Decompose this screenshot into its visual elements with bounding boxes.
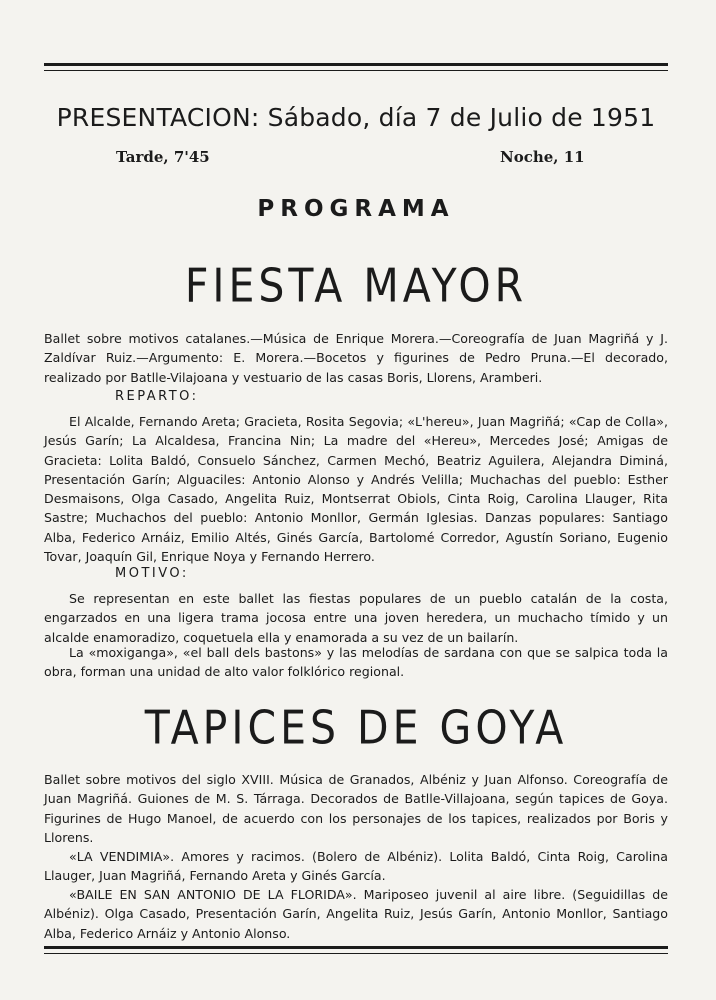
motivo-paragraph-2: La «moxiganga», «el ball dels bastons» y las melodías de sardana con que se salpica toda la obra, forman una unidad de alto valor folklórico regional. [44, 645, 668, 680]
tapices-description: Ballet sobre motivos del siglo XVIII. Música de Granados, Albéniz y Juan Alfonso. Coreografía de Juan Magriñá. Guiones de M. S. Tárraga. Decorados de Batlle-Villajoana, según tapices de Goya. Figurines de Hugo Manoel, de acuerdo con los personajes de los tapices, realizados por Boris y Llorens. [44, 772, 668, 845]
reparto-heading: REPARTO: [115, 389, 199, 404]
presentation-date: PRESENTACION: Sábado, día 7 de Julio de 1951 [56, 103, 656, 132]
top-rule-thin [44, 70, 668, 71]
motivo-paragraph-1: Se representan en este ballet las fiestas populares de un pueblo catalán de la costa, engarzados en una ligera trama jocosa entre una joven heredera, un muchacho tímido y un alcalde enamoradizo, coquetuela ella y enamorada a su vez de un bailarín. [44, 591, 668, 645]
tapices-de-goya-title: TAPICES DE GOYA [144, 701, 568, 755]
motivo-heading: MOTIVO: [115, 566, 189, 581]
afternoon-time: Tarde, 7'45 [116, 148, 210, 166]
bottom-rule-thick [44, 946, 668, 949]
fiesta-mayor-title: FIESTA MAYOR [184, 259, 528, 313]
fiesta-mayor-description: Ballet sobre motivos catalanes.—Música de Enrique Morera.—Coreografía de Juan Magriñá y J. Zaldívar Ruiz.—Argumento: E. Morera.—Bocetos y figurines de Pedro Pruna.—El decorado, realizado por Batlle-Vilajoana y vestuario de las casas Boris, Llorens, Aramberi. [44, 331, 668, 385]
top-rule-thick [44, 63, 668, 66]
baile-san-antonio-paragraph: «BAILE EN SAN ANTONIO DE LA FLORIDA». Mariposeo juvenil al aire libre. (Seguidillas de Albéniz). Olga Casado, Presentación Garín, Angelita Ruiz, Jesús Garín, Antonio Monllor, Santiago Alba, Federico Arnáiz y Antonio Alonso. [44, 887, 668, 941]
bottom-rule-thin [44, 953, 668, 954]
reparto-cast: El Alcalde, Fernando Areta; Gracieta, Rosita Segovia; «L'hereu», Juan Magriñá; «Cap de Colla», Jesús Garín; La Alcaldesa, Francina Nin; La madre del «Hereu», Mercedes José; Amigas de Gracieta: Lolita Baldó, Consuelo Sánchez, Carmen Mechó, Beatriz Aguilera, Alejandra Diminá, Presentación Garín; Alguaciles: Antonio Alonso y Andrés Velilla; Muchachas del pueblo: Esther Desmaisons, Olga Casado, Angelita Ruiz, Montserrat Obiols, Cinta Roig, Carolina Llauger, Rita Sastre; Muchachos del pueblo: Antonio Monllor, Germán Iglesias. Danzas populares: Santiago Alba, Federico Arnáiz, Emilio Altés, Ginés García, Bartolomé Corredor, Agustín Soriano, Eugenio Tovar, Joaquín Gil, Enrique Noya y Fernando Herrero. [44, 414, 668, 565]
programa-heading: PROGRAMA [257, 196, 455, 222]
night-time: Noche, 11 [500, 148, 585, 166]
la-vendimia-paragraph: «LA VENDIMIA». Amores y racimos. (Bolero de Albéniz). Lolita Baldó, Cinta Roig, Carolina Llauger, Juan Magriñá, Fernando Areta y Ginés García. [44, 849, 668, 884]
